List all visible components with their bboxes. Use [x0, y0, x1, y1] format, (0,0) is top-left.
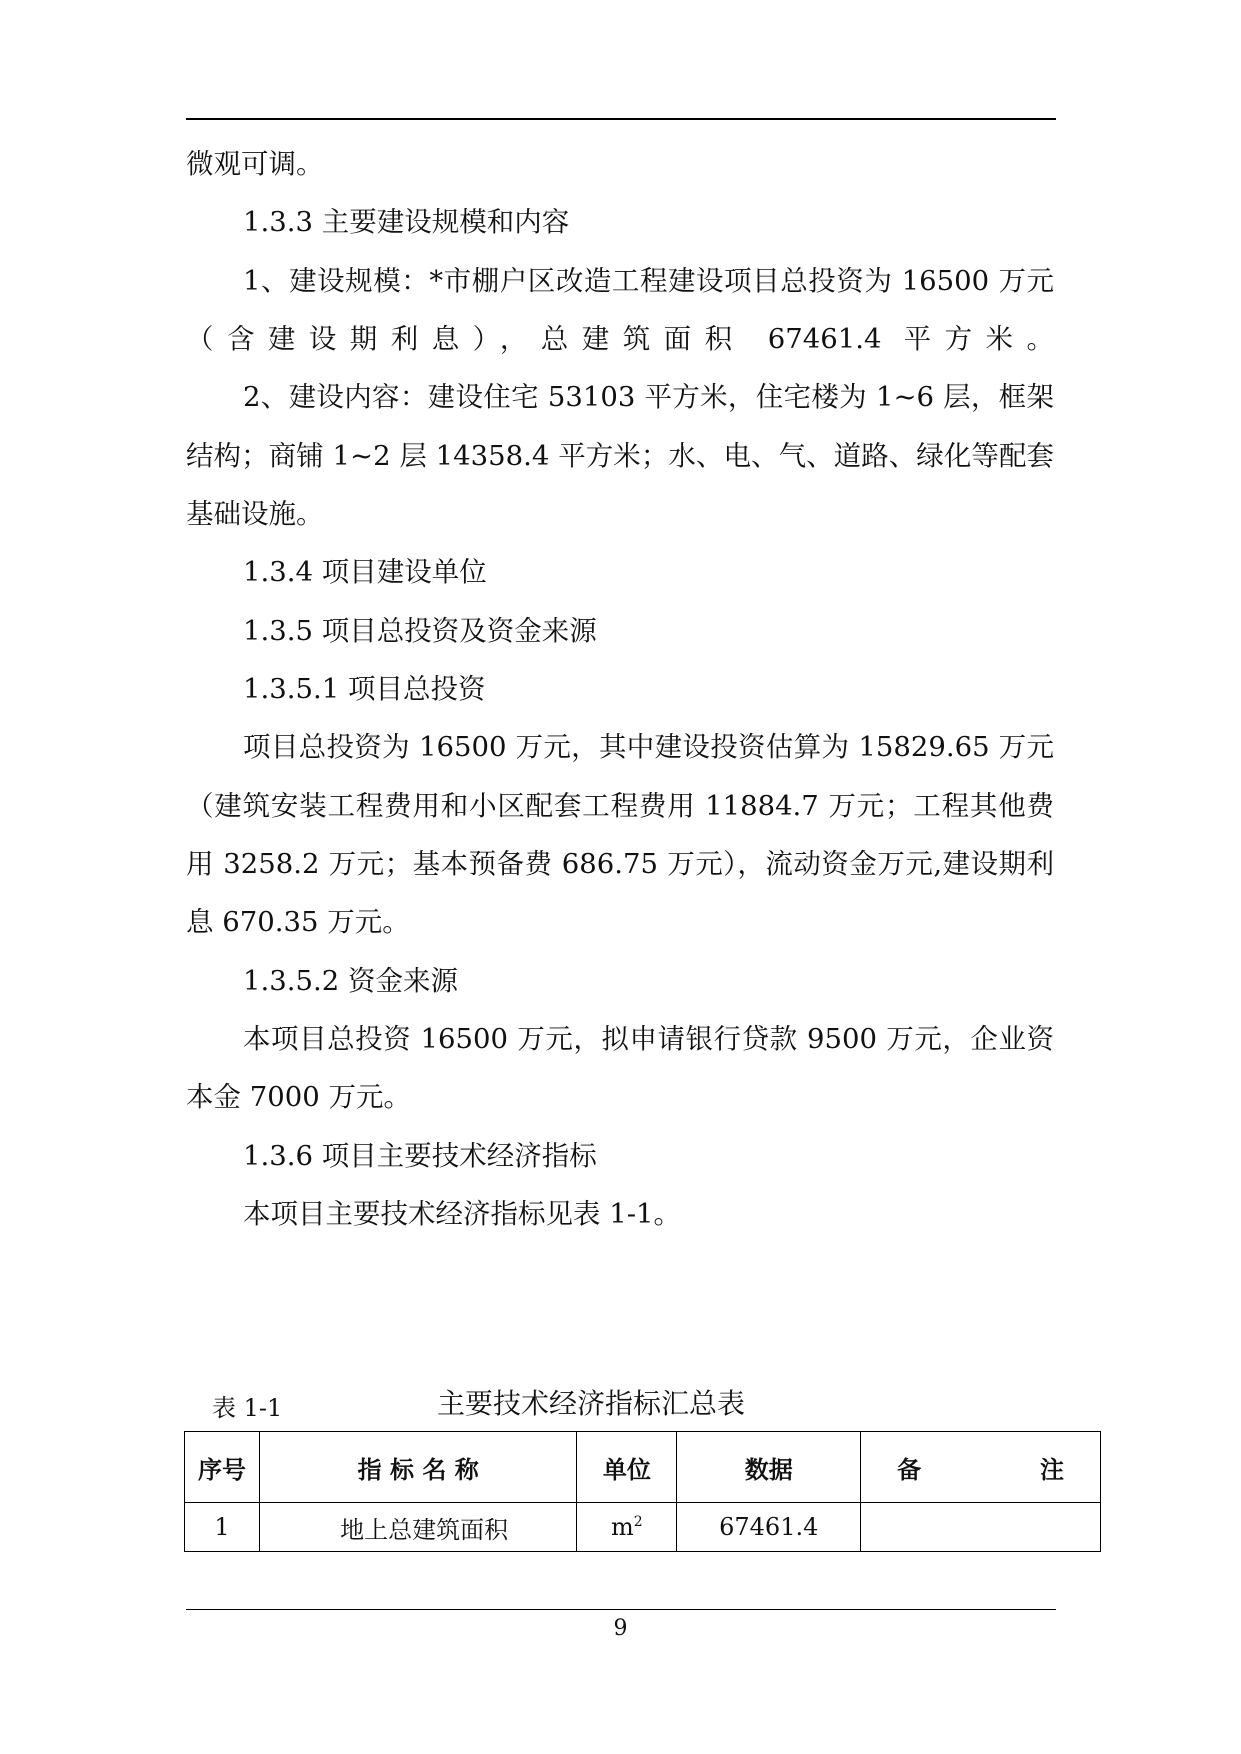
table-row	[185, 1503, 1101, 1552]
page-number: 9	[613, 1616, 628, 1641]
paragraph-line: 息 670.35 万元。	[186, 906, 410, 938]
paragraph-line: 本项目总投资 16500 万元，拟申请银行贷款 9500 万元，企业资	[243, 1023, 1054, 1055]
cell-remark	[861, 1503, 1101, 1552]
section-heading: 1.3.5 项目总投资及资金来源	[243, 615, 597, 647]
paragraph-line: 项目总投资为 16500 万元，其中建设投资估算为 15829.65 万元	[243, 731, 1054, 763]
cell-data: 67461.4	[677, 1503, 861, 1552]
paragraph-line: 结构；商铺 1~2 层 14358.4 平方米；水、电、气、道路、绿化等配套	[186, 440, 1054, 472]
paragraph-line: 本金 7000 万元。	[186, 1081, 411, 1113]
paragraph-line: 微观可调。	[186, 148, 324, 180]
section-heading: 1.3.5.1 项目总投资	[243, 673, 486, 705]
paragraph-line: 用 3258.2 万元；基本预备费 686.75 万元），流动资金万元,建设期利	[186, 848, 1054, 880]
header-remark-char-2: 注	[1040, 1454, 1064, 1484]
paragraph-line: （含建设期利息），总建筑面积 67461.4 平方米。	[186, 323, 1054, 355]
unit-base: m	[611, 1513, 634, 1541]
table-label: 表 1-1	[212, 1394, 283, 1422]
cell-unit	[577, 1503, 677, 1552]
paragraph-line: 基础设施。	[186, 498, 324, 530]
paragraph-line: 本项目主要技术经济指标见表 1-1。	[243, 1198, 682, 1230]
header-data: 数据	[677, 1432, 861, 1503]
paragraph-line: （建筑安装工程费用和小区配套工程费用 11884.7 万元；工程其他费	[186, 790, 1054, 822]
section-heading: 1.3.3 主要建设规模和内容	[243, 206, 570, 238]
header-indicator-name: 指 标 名 称	[259, 1432, 577, 1503]
section-heading: 1.3.4 项目建设单位	[243, 556, 487, 588]
cell-indicator-name: 地上总建筑面积	[259, 1503, 577, 1552]
header-remark-char-1: 备	[897, 1454, 922, 1484]
unit-superscript: 2	[633, 1514, 643, 1530]
header-rule	[186, 118, 1056, 120]
section-heading: 1.3.6 项目主要技术经济指标	[243, 1140, 597, 1172]
header-unit: 单位	[577, 1432, 677, 1503]
section-heading: 1.3.5.2 资金来源	[243, 965, 458, 997]
table-title: 主要技术经济指标汇总表	[437, 1387, 746, 1420]
paragraph-line: 2、建设内容：建设住宅 53103 平方米，住宅楼为 1~6 层，框架	[243, 381, 1054, 413]
header-index: 序号	[185, 1432, 260, 1503]
paragraph-line: 1、建设规模：*市棚户区改造工程建设项目总投资为 16500 万元	[243, 265, 1054, 297]
cell-index: 1	[185, 1503, 260, 1552]
table-header-row	[185, 1432, 1101, 1503]
header-remark	[861, 1432, 1101, 1503]
footer-rule	[186, 1609, 1056, 1610]
indicator-table	[184, 1431, 1101, 1552]
